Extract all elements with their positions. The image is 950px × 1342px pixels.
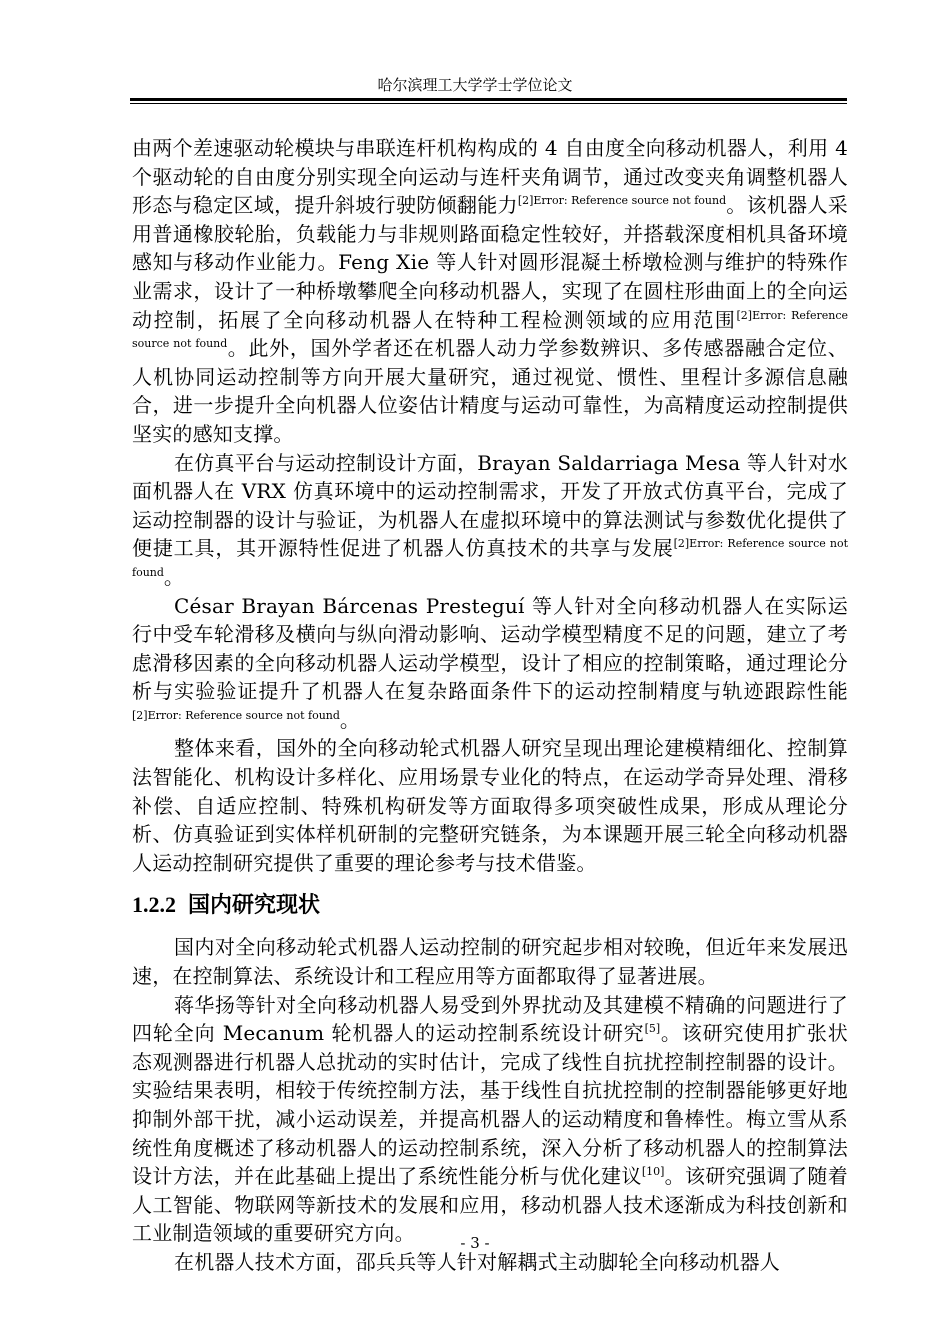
paragraph-3 [132,592,848,735]
section-title: 国内研究现状 [188,892,321,919]
page-number: - 3 - [460,1234,490,1252]
citation-ref: [2]Error: Reference source not found [132,708,340,722]
citation-ref: [5] [644,1022,661,1036]
header-rule-thick [130,98,847,101]
paragraph-7: 在机器人技术方面，邵兵兵等人针对解耦式主动脚轮全向移动机器人 [174,1249,780,1274]
header-rule-thin [130,103,847,104]
paragraph-3-text-a: César Brayan Bárcenas Presteguí 等人针对全向移动机器人在实际运行中受车轮滑移及横向与纵向滑动影响、运动学模型精度不足的问题，建立了考虑滑移因素的全向移动机器人运动学模型，设计了相应的控制策略，通过理论分析与实验验证提升了机器人在复杂路面条件下的运动控制精度与轨迹跟踪性能 [132,593,848,704]
paragraph-6-text-c: 。该研究强调了随着人工智能、物联网等新技术的发展和应用，移动机器人技术逐渐成为科技创新和工业制造领域的重要研究方向。 [132,1164,848,1246]
paragraph-1-text-b: 。该机器人采用普通橡胶轮胎，负载能力与非规则路面稳定性较好，并搭载深度相机具备环境感知与移动作业能力。Feng Xie 等人针对圆形混凝土桥墩检测与维护的特殊作业需求，设计了一种桥墩攀爬全向移动机器人，实现了在圆柱形曲面上的全向运动控制，拓展了全向移动机器人在特种工程检测领域的应用范围 [132,193,848,332]
section-heading [132,887,848,923]
paragraph-6-text-b: 。该研究使用扩张状态观测器进行机器人总扰动的实时估计，完成了线性自抗扰控制控制器的设计。实验结果表明，相较于传统控制方法，基于线性自抗扰控制的控制器能够更好地抑制外部干扰，减小运动误差，并提高机器人的运动精度和鲁棒性。梅立雪从系统性角度概述了移动机器人的运动控制系统，深入分析了移动机器人的控制算法设计方法，并在此基础上提出了系统性能分析与优化建议 [132,1021,848,1189]
citation-ref: [2]Error: Reference source not found [132,308,848,351]
paragraph-2-text-b: 。 [163,564,185,589]
paragraph-2 [132,449,848,592]
citation-ref: [10] [641,1165,665,1179]
paragraph-1-text-c: 。此外，国外学者还在机器人动力学参数辨识、多传感器融合定位、人机协同运动控制等方向开展大量研究，通过视觉、惯性、里程计多源信息融合，进一步提升全向机器人位姿估计精度与运动可靠性，为高精度运动控制提供坚实的感知支撑。 [132,336,849,446]
paragraph-5: 国内对全向移动轮式机器人运动控制的研究起步相对较晚，但近年来发展迅速，在控制算法、系统设计和工程应用等方面都取得了显著进展。 [132,935,848,989]
section-number: 1.2.2 [132,892,176,918]
paragraph-6-text-a: 蒋华扬等针对全向移动机器人易受到外界扰动及其建模不精确的问题进行了四轮全向 Mecanum 轮机器人的运动控制系统设计研究 [132,992,848,1046]
paragraph-4: 整体来看，国外的全向移动轮式机器人研究呈现出理论建模精细化、控制算法智能化、机构设计多样化、应用场景专业化的特点，在运动学奇异处理、滑移补偿、自适应控制、特殊机构研发等方面取得多项突破性成果，形成从理论分析、仿真验证到实体样机研制的完整研究链条，为本课题开展三轮全向移动机器人运动控制研究提供了重要的理论参考与技术借鉴。 [132,736,848,875]
citation-ref: [2]Error: Reference source not found [132,537,848,579]
paragraph-2-text-a: 在仿真平台与运动控制设计方面，Brayan Saldarriaga Mesa 等人针对水面机器人在 VRX 仿真环境中的运动控制需求，开发了开放式仿真平台，完成了运动控制器的设计与验证，为机器人在虚拟环境中的算法测试与参数优化提供了便捷工具，其开源特性促进了机器人仿真技术的共享与发展 [132,450,848,561]
citation-ref: [2]Error: Reference source not found [517,194,727,208]
paragraph-6 [132,991,848,1248]
paragraph-1-text-a: 由两个差速驱动轮模块与串联连杆机构构成的 4 自由度全向移动机器人，利用 4 个驱动轮的自由度分别实现全向运动与连杆夹角调节，通过改变夹角调整机器人形态与稳定区域，提升斜坡行驶防倾翻能力 [132,136,848,218]
paragraph-1 [132,134,848,449]
paragraph-3-text-b: 。 [339,707,361,732]
header-title: 哈尔滨理工大学学士学位论文 [377,76,573,94]
document-body [132,134,848,1277]
